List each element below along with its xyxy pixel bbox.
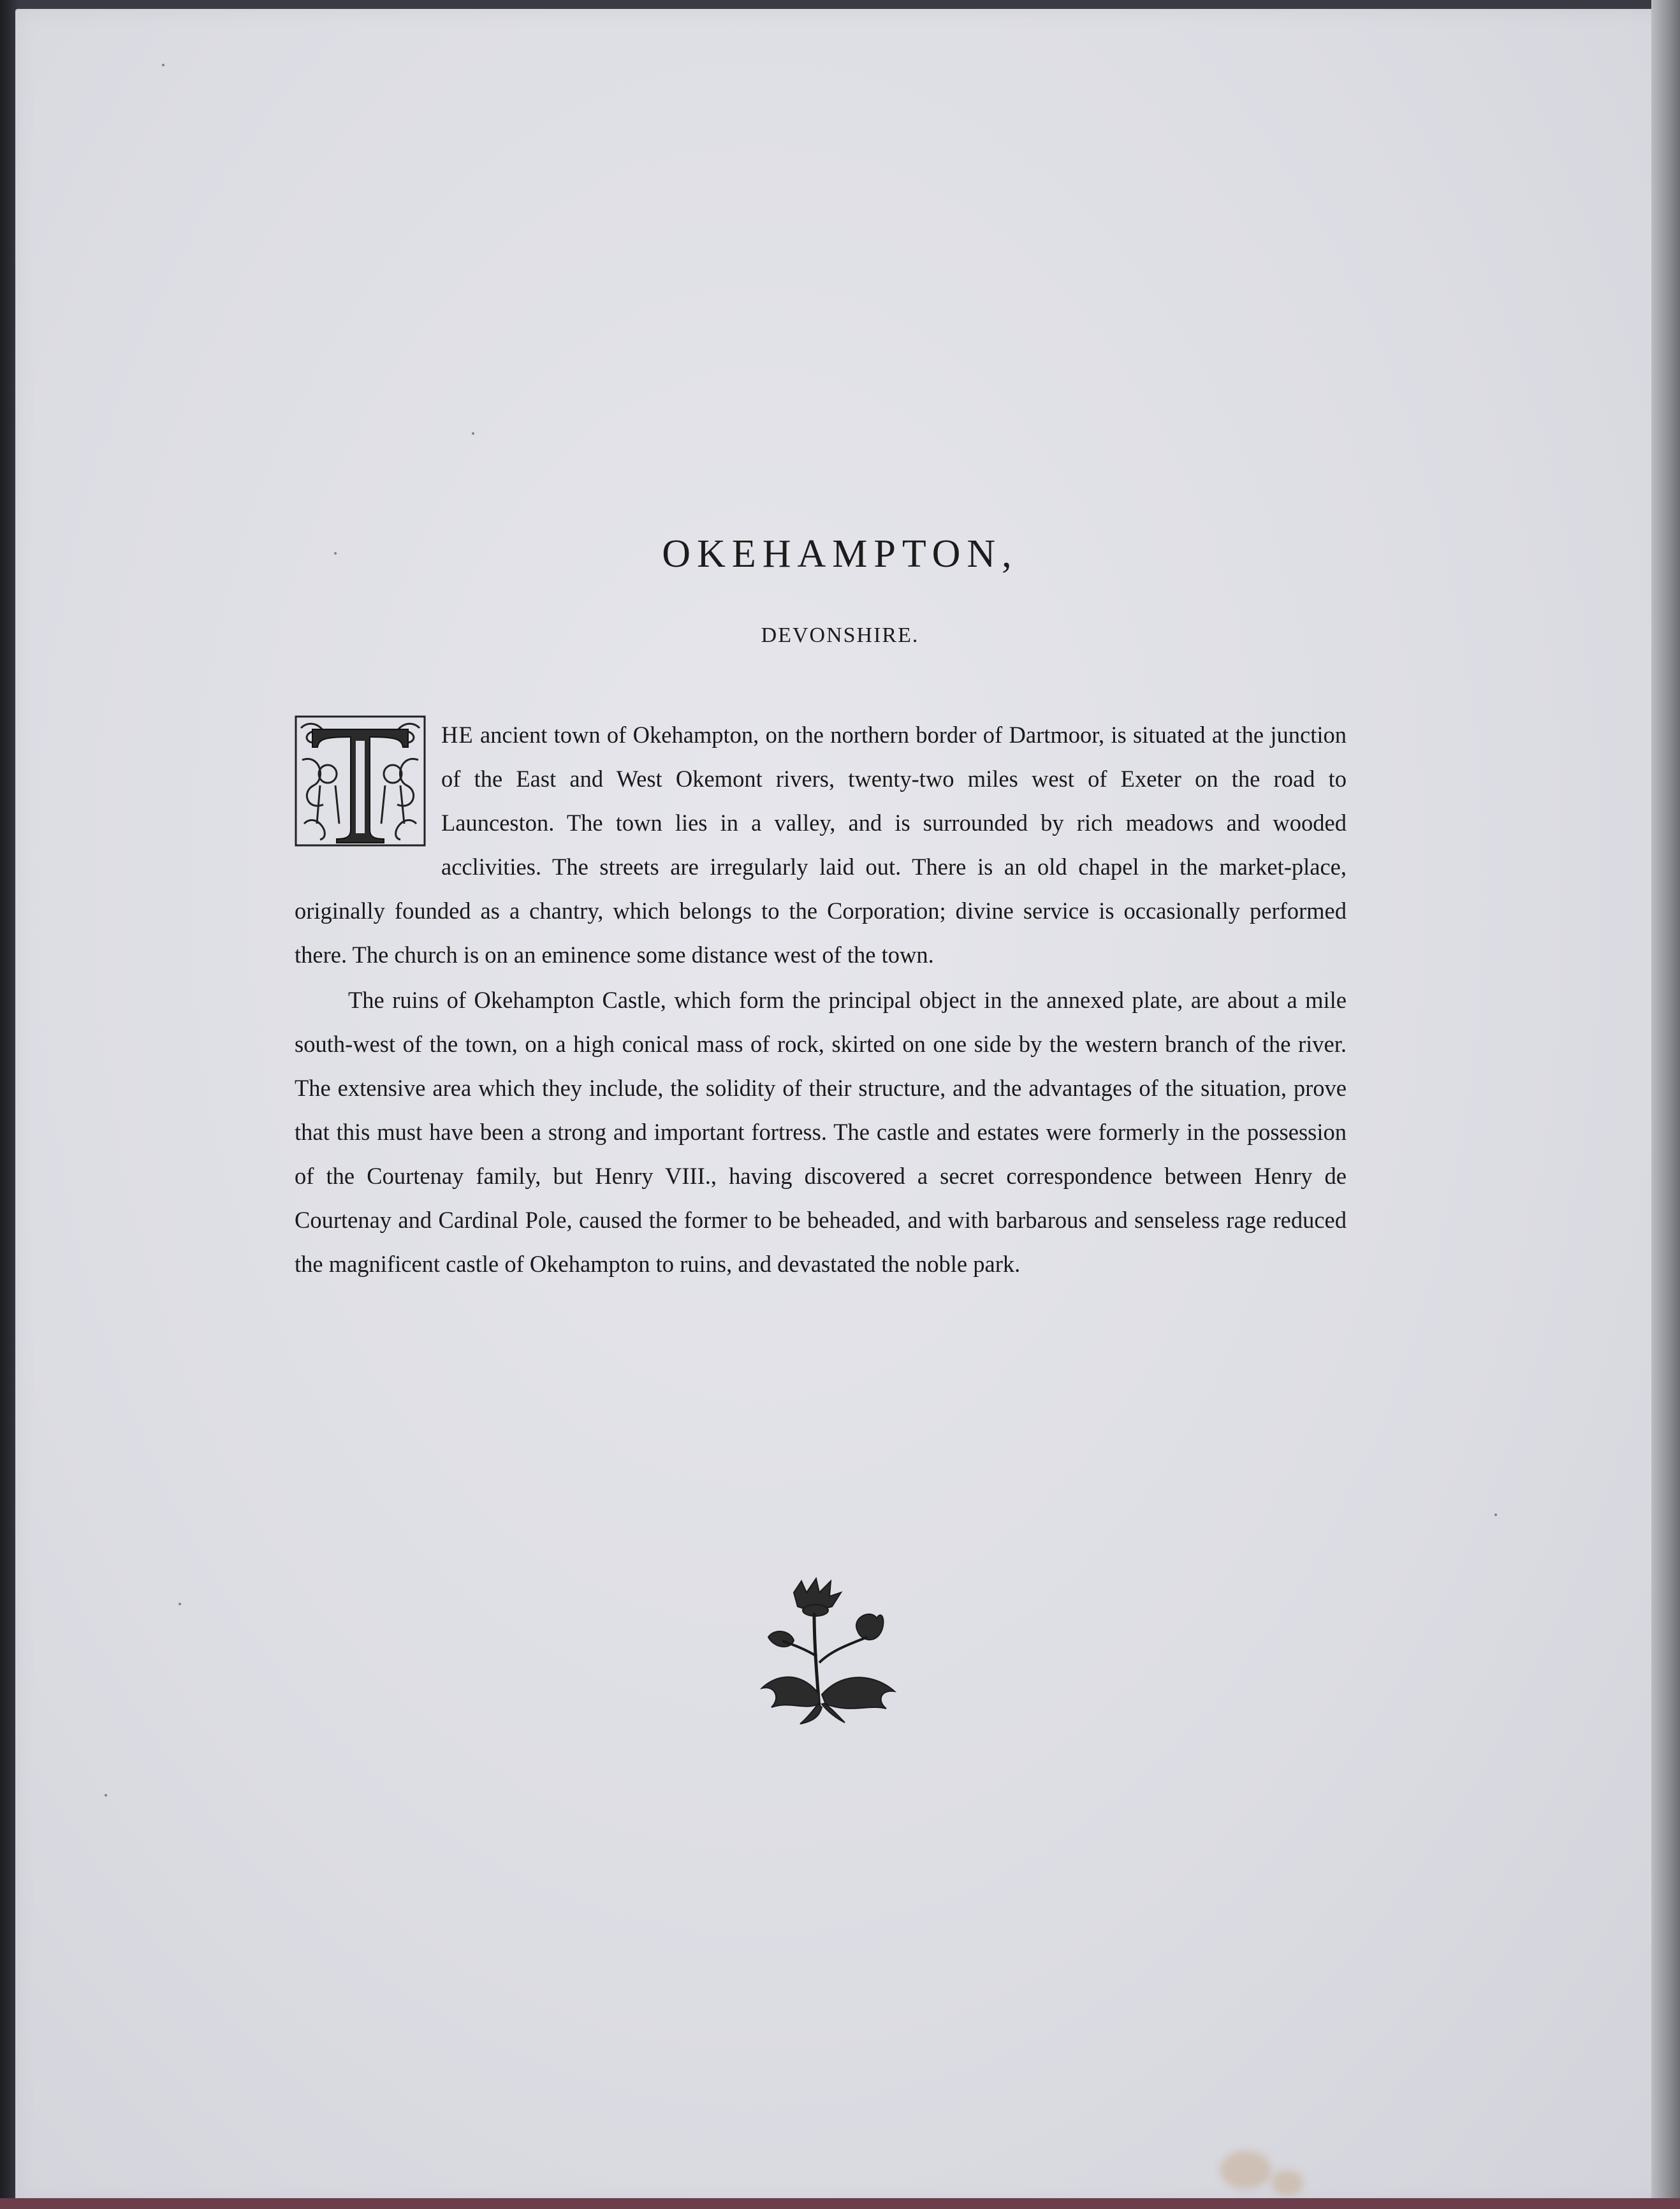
page-title: OKEHAMPTON, — [662, 532, 1018, 576]
page-edge-bottom — [0, 2198, 1680, 2209]
page-subtitle: DEVONSHIRE. — [761, 623, 919, 647]
article-body — [295, 713, 1347, 1286]
first-word: HE — [441, 722, 474, 748]
paragraph-2: The ruins of Okehampton Castle, which form the principal object in the annexed plate, are about a mile south-west of the town, on a high conical mass of rock, skirted on one side by the western branch of the river. The extensive area which they include, the solidity of their structure, and the advantages of the situation, prove that this must have been a strong and important fortress. The castle and estates were formerly in the possession of the Courtenay family, but Henry VIII., having discovered a secret correspondence between Henry de Courtenay and Cardinal Pole, caused the former to be beheaded, and with barbarous and senseless rage reduced the magnificent castle of Okehampton to ruins, and devastated the noble park. — [295, 987, 1347, 1277]
thistle-flower-ornament — [756, 1573, 902, 1726]
paper-speck — [162, 64, 164, 66]
drop-cap-ornament — [295, 715, 426, 847]
paper-speck — [1494, 1513, 1497, 1516]
paper-speck — [179, 1603, 181, 1605]
page-edge-right — [1651, 0, 1680, 2209]
paper-speck — [472, 432, 474, 435]
paper-speck — [105, 1794, 107, 1797]
thistle-icon — [756, 1573, 902, 1726]
paragraph-1-text: ancient town of Okehampton, on the northern border of Dartmoor, is situated at the junction of the East and West Okemont rivers, twenty-two miles west of Exeter on the road to Launceston. The town lies in a valley, and is surrounded by rich meadows and wooded acclivities. The streets are irregularly laid out. There is an old chapel in the market-place, originally founded as a chantry, which belongs to the Corporation; divine service is occasionally performed there. The church is on an eminence some distance west of the town. — [295, 722, 1347, 968]
paragraph-1 — [295, 713, 1347, 977]
foxing-stain — [1220, 2151, 1271, 2189]
foxing-stain — [1271, 2170, 1303, 2196]
